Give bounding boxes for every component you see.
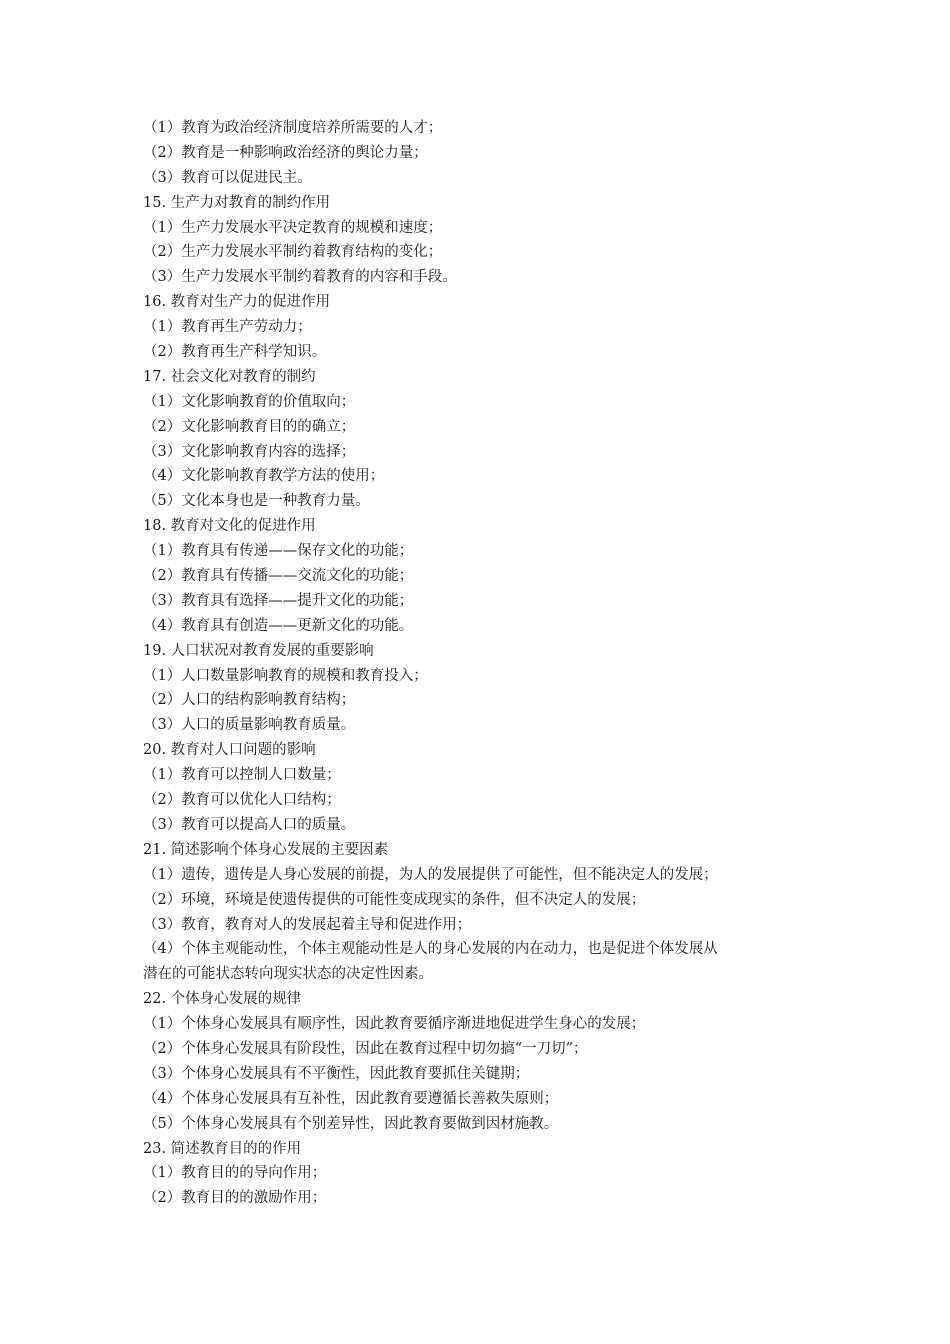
- list-item: （1）遗传，遗传是人身心发展的前提，为人的发展提供了可能性，但不能决定人的发展；: [143, 866, 718, 883]
- section-heading-21: 21. 简述影响个体身心发展的主要因素: [143, 841, 389, 858]
- list-item: （2）人口的结构影响教育结构；: [143, 692, 356, 709]
- list-item: （3）教育，教育对人的发展起着主导和促进作用；: [143, 916, 472, 933]
- section-heading-22: 22. 个体身心发展的规律: [143, 991, 302, 1008]
- list-item: （2）教育目的的激励作用；: [143, 1190, 327, 1207]
- list-item: （4）教育具有创造——更新文化的功能。: [143, 617, 414, 634]
- list-item: （2）文化影响教育目的的确立；: [143, 418, 356, 435]
- list-item: （2）环境，环境是使遗传提供的可能性变成现实的条件，但不决定人的发展；: [143, 891, 646, 908]
- section-heading-19: 19. 人口状况对教育发展的重要影响: [143, 642, 374, 659]
- list-item: （1）个体身心发展具有顺序性，因此教育要循序渐进地促进学生身心的发展；: [143, 1016, 646, 1033]
- list-item: （1）教育再生产劳动力；: [143, 319, 312, 336]
- document-body: [143, 116, 823, 1211]
- section-heading-17: 17. 社会文化对教育的制约: [143, 368, 316, 385]
- list-item: （3）教育可以促进民主。: [143, 169, 312, 186]
- list-item: （2）教育可以优化人口结构；: [143, 792, 341, 809]
- list-item: （3）教育可以提高人口的质量。: [143, 816, 356, 833]
- list-item: （3）人口的质量影响教育质量。: [143, 717, 356, 734]
- list-item: （4）个体身心发展具有互补性，因此教育要遵循长善救失原则；: [143, 1090, 559, 1107]
- list-item: （1）生产力发展水平决定教育的规模和速度；: [143, 219, 443, 236]
- section-heading-20: 20. 教育对人口问题的影响: [143, 742, 316, 759]
- list-item: （5）文化本身也是一种教育力量。: [143, 493, 370, 510]
- list-item: （3）文化影响教育内容的选择；: [143, 443, 356, 460]
- list-item: （1）教育目的的导向作用；: [143, 1165, 327, 1182]
- list-item: （2）生产力发展水平制约着教育结构的变化；: [143, 244, 443, 261]
- list-item: （5）个体身心发展具有个别差异性，因此教育要做到因材施教。: [143, 1115, 559, 1132]
- list-item: （3）个体身心发展具有不平衡性，因此教育要抓住关键期；: [143, 1065, 530, 1082]
- list-item: （3）教育具有选择——提升文化的功能；: [143, 592, 414, 609]
- section-heading-23: 23. 简述教育目的的作用: [143, 1140, 302, 1157]
- list-item: （1）文化影响教育的价值取向；: [143, 393, 356, 410]
- list-item: （2）教育是一种影响政治经济的舆论力量；: [143, 144, 428, 161]
- list-item: （1）教育具有传递——保存文化的功能；: [143, 543, 414, 560]
- section-heading-16: 16. 教育对生产力的促进作用: [143, 294, 331, 311]
- list-item: （1）人口数量影响教育的规模和教育投入；: [143, 667, 428, 684]
- list-item: （1）教育为政治经济制度培养所需要的人才；: [143, 120, 443, 136]
- list-item: （2）教育具有传播——交流文化的功能；: [143, 568, 414, 585]
- list-item: （2）个体身心发展具有阶段性，因此在教育过程中切勿搞“一刀切”；: [143, 1040, 588, 1057]
- list-item-continuation: 潜在的可能状态转向现实状态的决定性因素。: [143, 966, 433, 983]
- list-item: （4）文化影响教育教学方法的使用；: [143, 468, 385, 485]
- list-item: （4）个体主观能动性，个体主观能动性是人的身心发展的内在动力，也是促进个体发展从: [143, 941, 718, 958]
- section-heading-15: 15. 生产力对教育的制约作用: [143, 194, 331, 211]
- list-item: （1）教育可以控制人口数量；: [143, 767, 341, 784]
- section-heading-18: 18. 教育对文化的促进作用: [143, 518, 316, 535]
- list-item: （3）生产力发展水平制约着教育的内容和手段。: [143, 269, 457, 286]
- list-item: （2）教育再生产科学知识。: [143, 344, 327, 361]
